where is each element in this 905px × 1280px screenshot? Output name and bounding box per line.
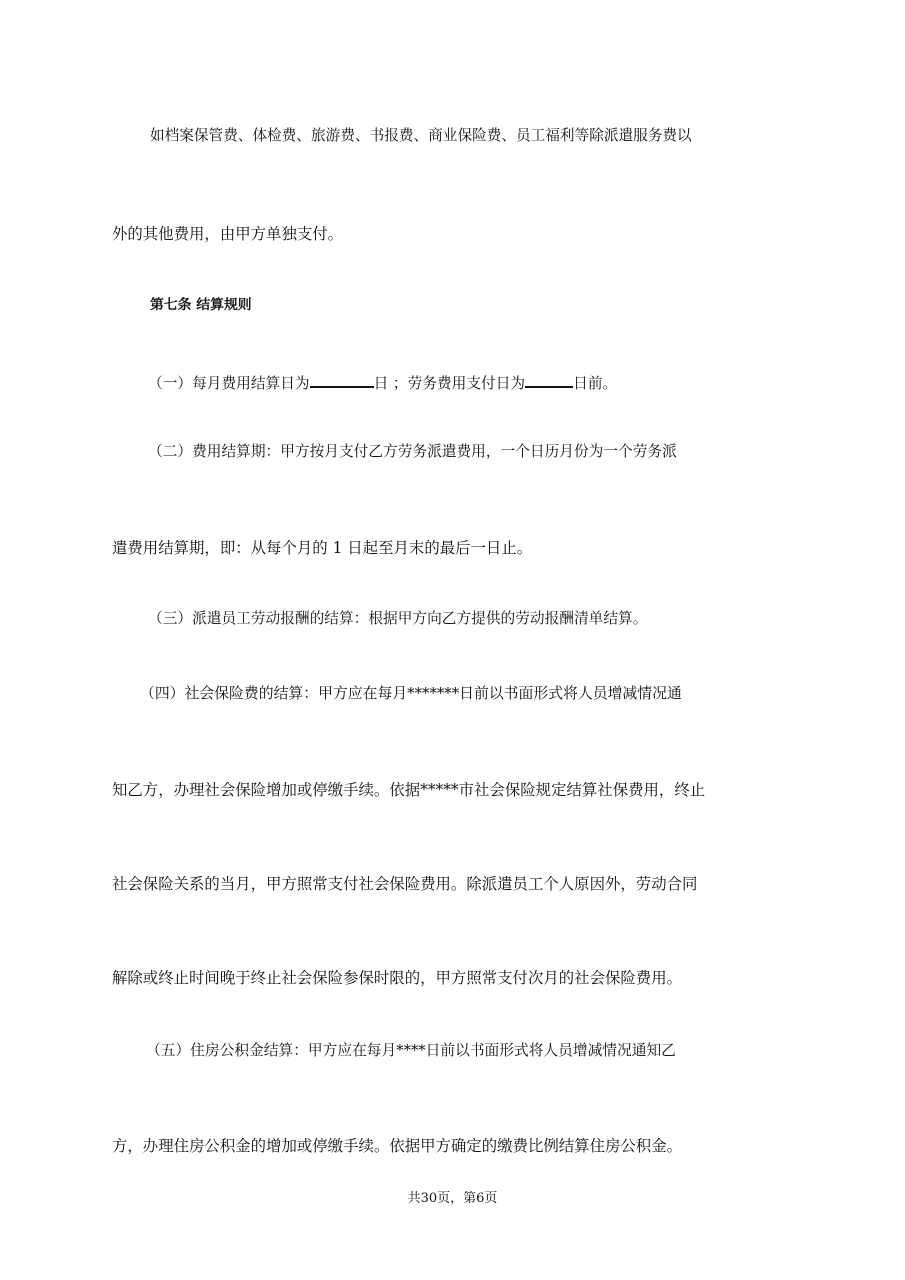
clause-1-suffix: 日前。 [573, 375, 618, 392]
clause-2-line-1: （二）费用结算期：甲方按月支付乙方劳务派遣费用，一个日历月份为一个劳务派 [148, 443, 677, 460]
clause-1-mid: 日 ；劳务费用支付日为 [373, 375, 526, 392]
clause-5-line-1: （五）住房公积金结算：甲方应在每月****日前以书面形式将人员增减情况通知乙 [146, 1042, 676, 1059]
clause-1-line-1 [0, 368, 905, 396]
clause-4-line-3: 社会保险关系的当月，甲方照常支付社会保险费用。除派遣员工个人原因外，劳动合同 [112, 875, 698, 893]
clause-4-line-1: （四）社会保险费的结算：甲方应在每月*******日前以书面形式将人员增减情况通 [140, 684, 682, 702]
clause-3-line-1: （三）派遣员工劳动报酬的结算：根据甲方向乙方提供的劳动报酬清单结算。 [148, 610, 648, 627]
clause-4-line-4: 解除或终止时间晚于终止社会保险参保时限的，甲方照常支付次月的社会保险费用。 [112, 969, 683, 987]
clause-4-line-2: 知乙方，办理社会保险增加或停缴手续。依据*****市社会保险规定结算社保费用，终止 [112, 781, 706, 799]
settlement-day-blank [310, 368, 374, 388]
clause-1-prefix: （一）每月费用结算日为 [148, 375, 310, 392]
paragraph-fees-line-2: 外的其他费用，由甲方单独支付。 [112, 225, 344, 243]
page-footer: 共30页，第6页 [407, 1191, 498, 1206]
clause-5-line-2: 方，办理住房公积金的增加或停缴手续。依据甲方确定的缴费比例结算住房公积金。 [112, 1137, 683, 1155]
payment-day-blank [525, 368, 573, 388]
paragraph-fees-line-1: 如档案保管费、体检费、旅游费、书报费、商业保险费、员工福利等除派遣服务费以 [150, 127, 692, 144]
clause-2-line-2: 遣费用结算期，即：从每个月的 1 日起至月末的最后一日止。 [112, 539, 533, 557]
article-heading: 第七条 结算规则 [150, 297, 252, 313]
